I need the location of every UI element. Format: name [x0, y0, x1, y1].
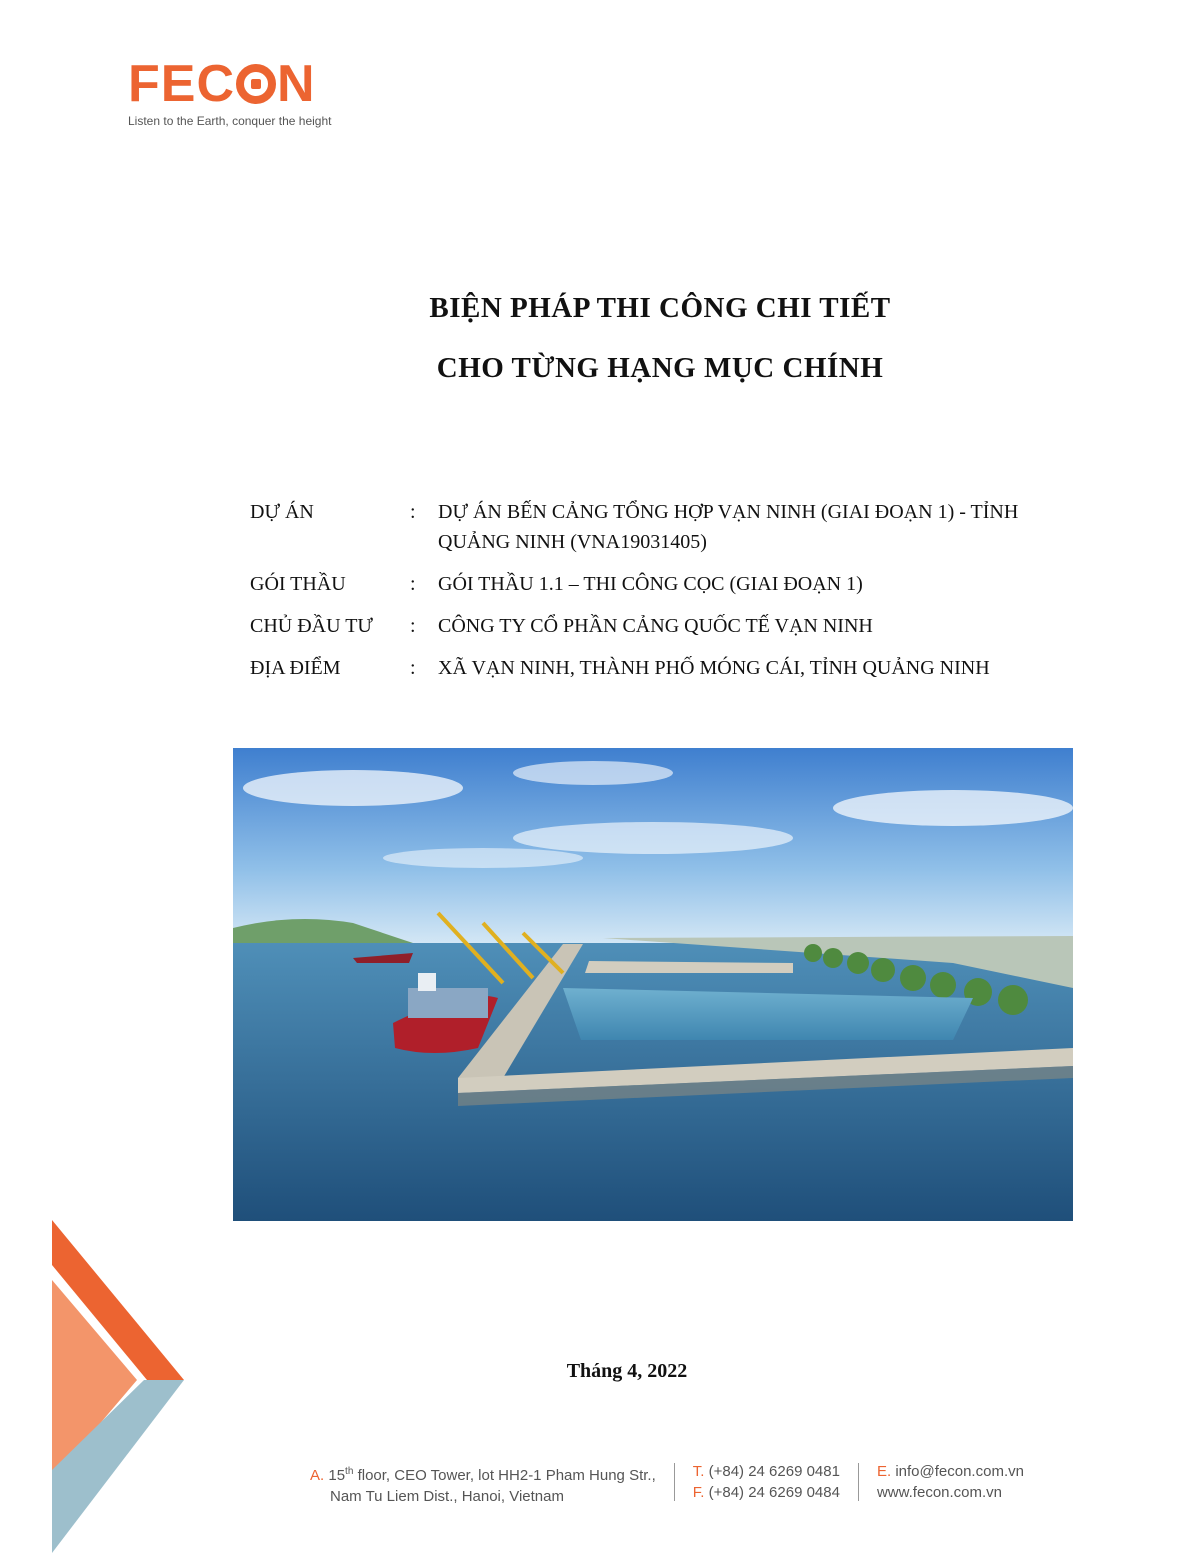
fecon-logo — [128, 55, 332, 128]
info-value: GÓI THẦU 1.1 – THI CÔNG CỌC (GIAI ĐOẠN 1) — [438, 573, 863, 595]
logo-o-icon — [236, 64, 276, 104]
logo-tagline: Listen to the Earth, conquer the height — [128, 114, 332, 128]
info-value: XÃ VẠN NINH, THÀNH PHỐ MÓNG CÁI, TỈNH QUẢNG NINH — [438, 657, 990, 679]
info-colon: : — [410, 501, 416, 523]
footer-address — [310, 1461, 656, 1507]
fax-number: (+84) 24 6269 0484 — [708, 1484, 840, 1501]
logo-wordmark: FEC N — [128, 55, 316, 113]
fax-label: F. — [692, 1484, 705, 1501]
address-label: A. — [310, 1467, 325, 1484]
info-colon: : — [410, 615, 416, 637]
document-date: Tháng 4, 2022 — [566, 1360, 688, 1382]
footer-divider — [858, 1463, 859, 1501]
info-label: ĐỊA ĐIỂM — [250, 657, 341, 679]
footer-divider — [674, 1463, 675, 1501]
tel-number: (+84) 24 6269 0481 — [708, 1463, 840, 1480]
document-title-line-2: CHO TỪNG HẠNG MỤC CHÍNH — [436, 352, 884, 384]
footer-phone — [693, 1461, 840, 1507]
tel-label: T. — [692, 1463, 705, 1480]
info-row-project — [250, 497, 1090, 557]
info-row-investor — [250, 611, 1090, 641]
website-link[interactable]: www.fecon.com.vn — [876, 1484, 1003, 1501]
info-label: GÓI THẦU — [250, 573, 346, 595]
info-label: CHỦ ĐẦU TƯ — [250, 615, 373, 637]
port-rendering-image — [233, 748, 1073, 1221]
address-line-1: floor, CEO Tower, lot HH2-1 Pham Hung Str., — [357, 1467, 656, 1484]
address-floor: 15 — [328, 1467, 346, 1484]
email-label: E. — [876, 1463, 892, 1480]
info-value: DỰ ÁN BẾN CẢNG TỔNG HỢP VẠN NINH (GIAI ĐOẠN 1) - TỈNH QUẢNG NINH (VNA19031405) — [438, 501, 1019, 553]
info-value: CÔNG TY CỔ PHẦN CẢNG QUỐC TẾ VẠN NINH — [438, 615, 873, 637]
corner-chevron-decoration — [52, 1220, 184, 1553]
info-label: DỰ ÁN — [250, 501, 314, 523]
footer-web — [877, 1461, 1024, 1507]
address-line-2: Nam Tu Liem Dist., Hanoi, Vietnam — [330, 1488, 564, 1505]
info-row-location — [250, 653, 1090, 683]
email-link[interactable]: info@fecon.com.vn — [895, 1463, 1024, 1480]
document-title-line-1: BIỆN PHÁP THI CÔNG CHI TIẾT — [429, 292, 891, 324]
info-colon: : — [410, 573, 416, 595]
address-floor-suffix: th — [345, 1466, 354, 1477]
footer-contact — [310, 1461, 1024, 1507]
info-row-package — [250, 569, 1090, 599]
project-info-table — [250, 497, 1090, 695]
info-colon: : — [410, 657, 416, 679]
